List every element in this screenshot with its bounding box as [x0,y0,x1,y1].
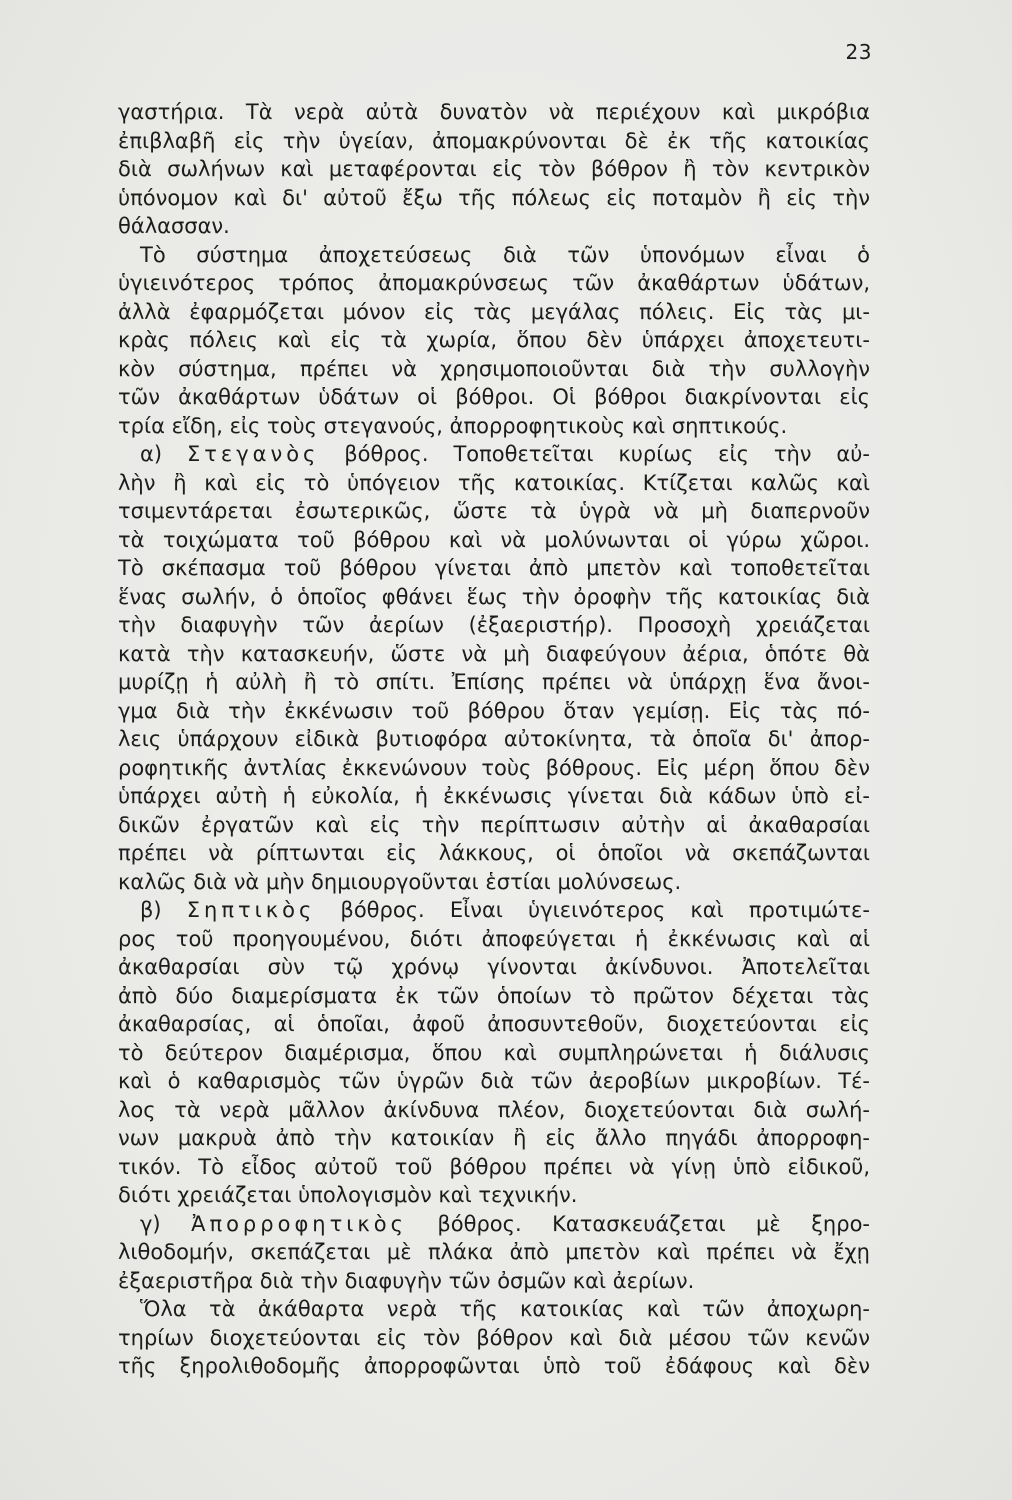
text-line: πρέπει νὰ ρίπτωνται εἰς λάκκους, οἱ ὁποῖοι νὰ σκεπάζωνται [118,841,870,865]
text-line: λεις ὑπάρχουν εἰδικὰ βυτιοφόρα αὐτοκίνητα, τὰ ὁποῖα δι' ἀπορ- [118,727,870,751]
section-marker: α) [140,442,187,466]
section-heading-word: Στεγανὸς [186,442,320,466]
text-line: ἀλλὰ ἐφαρμόζεται μόνον εἰς τὰς μεγάλας πόλεις. Εἰς τὰς μι- [118,299,870,324]
text-line: διότι χρειάζεται ὑπολογισμὸν καὶ τεχνικήν. [118,1183,578,1207]
text-line: κρὰς πόλεις καὶ εἰς τὰ χωρία, ὅπου δὲν ὑπάρχει ἀποχετευτι- [118,328,870,352]
text-line: ἐπιβλαβῆ εἰς τὴν ὑγείαν, ἀπομακρύνονται δὲ ἐκ τῆς κατοικίας [118,128,870,153]
line-text: βόθρος. Τοποθετεῖται κυρίως εἰς τὴν αὐ- [319,442,870,466]
text-line: ὑπάρχει αὐτὴ ἡ εὐκολία, ἡ ἐκκένωσις γίνεται διὰ κάδων ὑπὸ εἰ- [118,784,870,808]
text-line: ἀκαθαρσίας, αἱ ὁποῖαι, ἀφοῦ ἀποσυντεθοῦν, διοχετεύονται εἰς [118,1012,870,1036]
text-line: τὰ τοιχώματα τοῦ βόθρου καὶ νὰ μολύνωνται οἱ γύρω χῶροι. [118,527,870,552]
line-text: βόθρος. Κατασκευάζεται μὲ ξηρο- [406,1211,870,1236]
text-line: τὸ δεύτερον διαμέρισμα, ὅπου καὶ συμπληρώνεται ἡ διάλυσις [118,1040,870,1065]
text-line: ἀκαθαρσίαι σὺν τῷ χρόνῳ γίνονται ἀκίνδυνοι. Ἀποτελεῖται [118,955,870,979]
text-line: ὑπόνομον καὶ δι' αὐτοῦ ἔξω τῆς πόλεως εἰς ποταμὸν ἢ εἰς τὴν [118,185,870,210]
text-line: θάλασσαν. [118,214,230,238]
text-line: καὶ ὁ καθαρισμὸς τῶν ὑγρῶν διὰ τῶν ἀεροβίων μικροβίων. Τέ- [118,1069,870,1093]
text-line: ἐξαεριστῆρα διὰ τὴν διαφυγὴν τῶν ὀσμῶν καὶ ἀερίων. [118,1268,695,1293]
body-text [118,98,870,1381]
text-line: τηρίων διοχετεύονται εἰς τὸν βόθρον καὶ διὰ μέσου τῶν κενῶν [118,1325,870,1350]
text-line: κατὰ τὴν κατασκευήν, ὥστε νὰ μὴ διαφεύγουν ἀέρια, ὁπότε θὰ [118,641,870,666]
text-line: γμα διὰ τὴν ἐκκένωσιν τοῦ βόθρου ὅταν γεμίσῃ. Εἰς τὰς πό- [118,698,870,723]
text-line: τρία εἴδη, εἰς τοὺς στεγανούς, ἀπορροφητικοὺς καὶ σηπτικούς. [118,413,788,438]
text-line: ὑγιεινότερος τρόπος ἀπομακρύνσεως τῶν ἀκαθάρτων ὑδάτων, [118,271,870,295]
section-marker: β) [140,898,187,922]
text-line [118,896,870,925]
section-heading-word: Ἀπορροφητικὸς [191,1211,407,1236]
text-line [118,1210,870,1239]
section-marker: γ) [140,1211,192,1236]
page-number: 23 [845,40,872,64]
text-line: τσιμεντάρεται ἐσωτερικῶς, ὥστε τὰ ὑγρὰ νὰ μὴ διαπερνοῦν [118,499,870,523]
text-line: τὴν διαφυγὴν τῶν ἀερίων (ἐξαεριστήρ). Προσοχὴ χρειάζεται [118,613,870,637]
text-line: νων μακρυὰ ἀπὸ τὴν κατοικίαν ἢ εἰς ἄλλο πηγάδι ἀπορροφη- [118,1126,870,1150]
text-line: ἕνας σωλήν, ὁ ὁποῖος φθάνει ἕως τὴν ὀροφὴν τῆς κατοικίας διὰ [118,584,870,609]
line-text: βόθρος. Εἶναι ὑγιεινότερος καὶ προτιμώτε- [315,898,870,922]
text-line: καλῶς διὰ νὰ μὴν δημιουργοῦνται ἑστίαι μολύνσεως. [118,869,682,894]
text-line: κὸν σύστημα, πρέπει νὰ χρησιμοποιοῦνται διὰ τὴν συλλογὴν [118,356,870,381]
text-line: δικῶν ἐργατῶν καὶ εἰς τὴν περίπτωσιν αὐτὴν αἱ ἀκαθαρσίαι [118,812,870,837]
text-line: Τὸ σκέπασμα τοῦ βόθρου γίνεται ἀπὸ μπετὸν καὶ τοποθετεῖται [118,556,870,580]
text-line: λιθοδομήν, σκεπάζεται μὲ πλάκα ἀπὸ μπετὸν καὶ πρέπει νὰ ἔχῃ [118,1240,870,1264]
text-line: μυρίζῃ ἡ αὐλὴ ἢ τὸ σπίτι. Ἐπίσης πρέπει νὰ ὑπάρχῃ ἕνα ἄνοι- [118,670,870,694]
text-line: ροφητικῆς ἀντλίας ἐκκενώνουν τοὺς βόθρους. Εἰς μέρη ὅπου δὲν [118,755,870,780]
text-line: ρος τοῦ προηγουμένου, διότι ἀποφεύγεται ἡ ἐκκένωσις καὶ αἱ [118,926,870,951]
text-line: τικόν. Τὸ εἶδος αὐτοῦ τοῦ βόθρου πρέπει νὰ γίνῃ ὑπὸ εἰδικοῦ, [118,1154,870,1179]
text-line: τῆς ξηρολιθοδομῆς ἀπορροφῶνται ὑπὸ τοῦ ἐδάφους καὶ δὲν [118,1354,870,1378]
text-line: ἀπὸ δύο διαμερίσματα ἐκ τῶν ὁποίων τὸ πρῶτον δέχεται τὰς [118,983,870,1008]
section-heading-word: Σηπτικὸς [186,898,316,922]
text-line: τῶν ἀκαθάρτων ὑδάτων οἱ βόθροι. Οἱ βόθροι διακρίνονται εἰς [118,385,870,409]
text-line: Τὸ σύστημα ἀποχετεύσεως διὰ τῶν ὑπονόμων εἶναι ὁ [140,242,870,267]
text-line: λὴν ἢ καὶ εἰς τὸ ὑπόγειον τῆς κατοικίας. Κτίζεται καλῶς καὶ [118,470,870,495]
text-line: διὰ σωλήνων καὶ μεταφέρονται εἰς τὸν βόθρον ἢ τὸν κεντρικὸν [118,157,870,181]
text-line: γαστήρια. Τὰ νερὰ αὐτὰ δυνατὸν νὰ περιέχουν καὶ μικρόβια [118,100,870,124]
text-line: Ὅλα τὰ ἀκάθαρτα νερὰ τῆς κατοικίας καὶ τῶν ἀποχωρη- [140,1297,870,1321]
text-line: λος τὰ νερὰ μᾶλλον ἀκίνδυνα πλέον, διοχετεύονται διὰ σωλή- [118,1097,870,1122]
text-line [118,440,870,469]
